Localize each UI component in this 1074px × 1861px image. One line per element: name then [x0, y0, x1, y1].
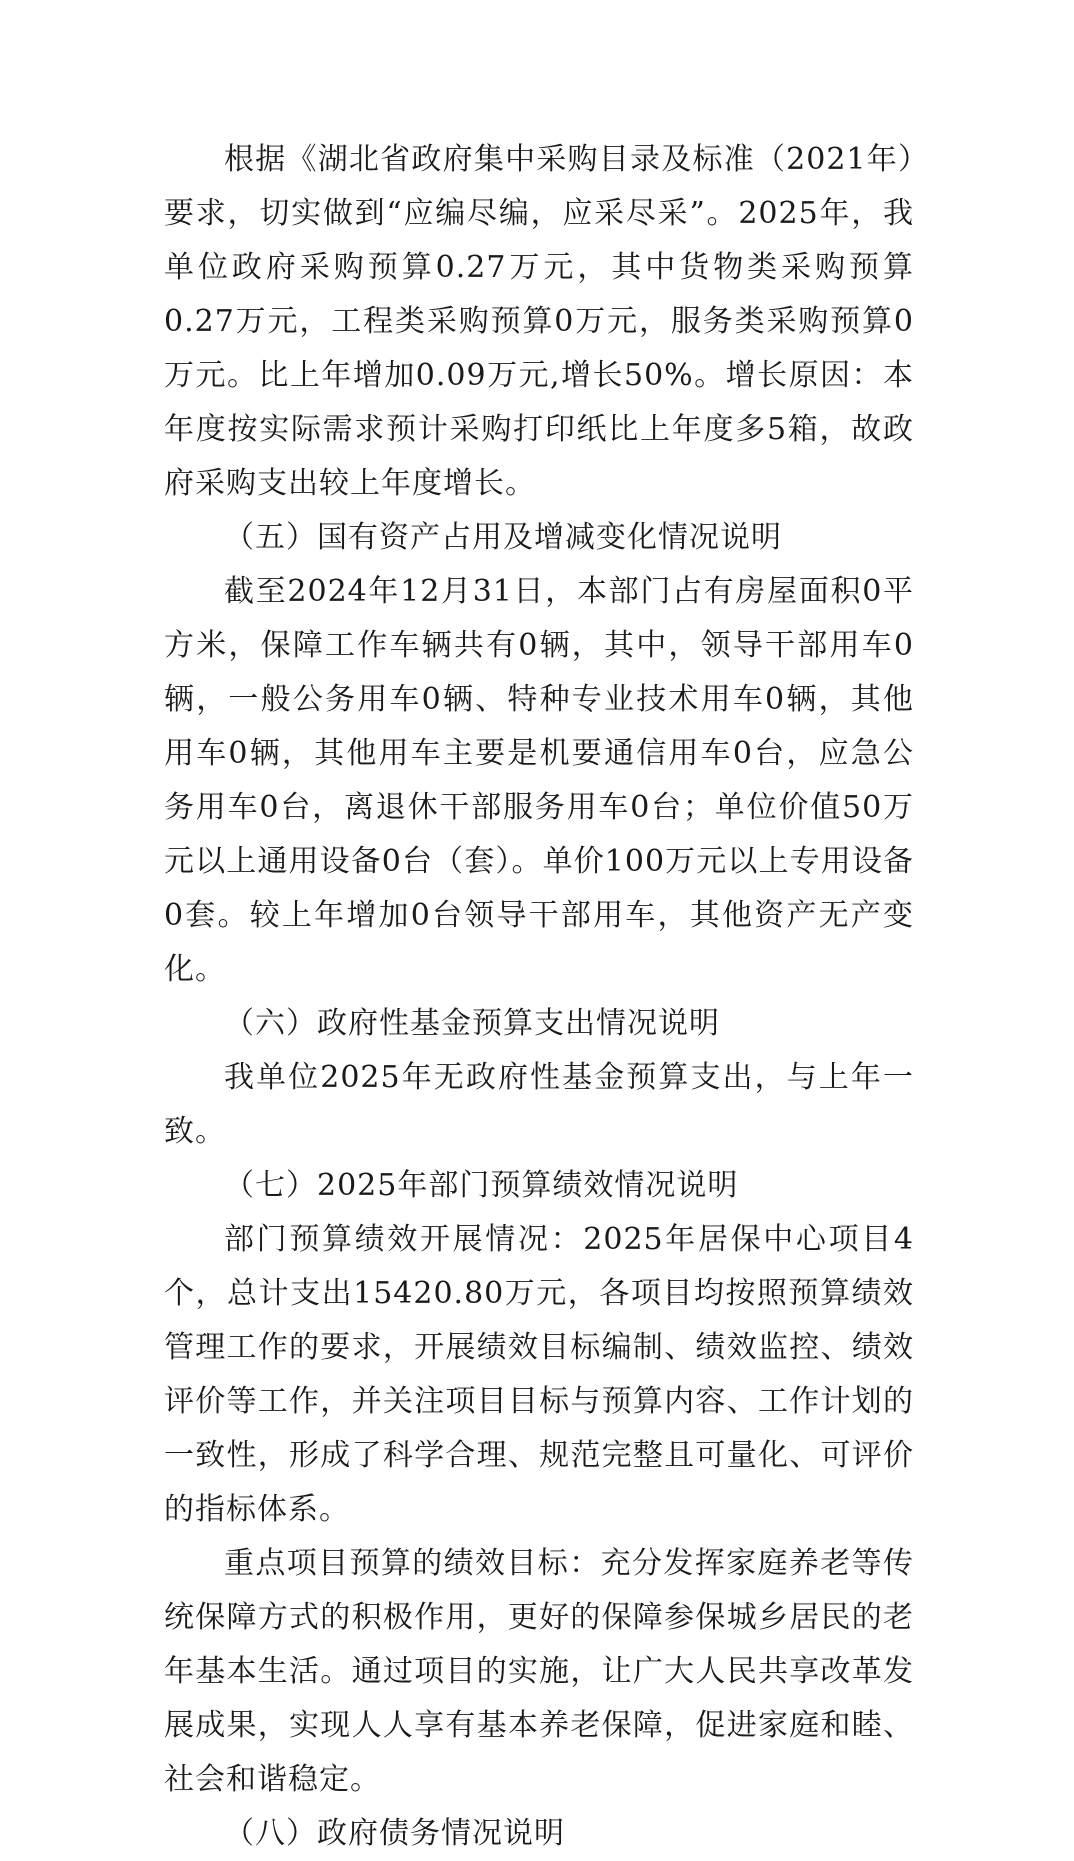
document-body	[164, 133, 914, 1861]
paragraph-performance-status: 部门预算绩效开展情况：2025年居保中心项目4个，总计支出15420.80万元，各项目均按照预算绩效管理工作的要求，开展绩效目标编制、绩效监控、绩效评价等工作，并关注项目目标与预算内容、工作计划的一致性，形成了科学合理、规范完整且可量化、可评价的指标体系。	[164, 1222, 914, 1527]
section-heading-performance: （七）2025年部门预算绩效情况说明	[224, 1168, 739, 1203]
paragraph-state-assets: 截至2024年12月31日，本部门占有房屋面积0平方米，保障工作车辆共有0辆，其中，领导干部用车0辆，一般公务用车0辆、特种专业技术用车0辆，其他用车0辆，其他用车主要是机要通信用车0台，应急公务用车0台，离退休干部服务用车0台；单位价值50万元以上通用设备0台（套）。单价100万元以上专用设备0套。较上年增加0台领导干部用车，其他资产无产变化。	[164, 574, 914, 987]
section-heading-government-debt: （八）政府债务情况说明	[224, 1816, 565, 1851]
section-heading-state-assets: （五）国有资产占用及增减变化情况说明	[224, 520, 782, 555]
paragraph-procurement: 根据《湖北省政府集中采购目录及标准（2021年）要求，切实做到“应编尽编，应采尽采”。2025年，我单位政府采购预算0.27万元，其中货物类采购预算0.27万元，工程类采购预算0万元，服务类采购预算0万元。比上年增加0.09万元,增长50%。增长原因：本年度按实际需求预计采购打印纸比上年度多5箱，故政府采购支出较上年度增长。	[164, 142, 914, 501]
paragraph-performance-goals: 重点项目预算的绩效目标：充分发挥家庭养老等传统保障方式的积极作用，更好的保障参保城乡居民的老年基本生活。通过项目的实施，让广大人民共享改革发展成果，实现人人享有基本养老保障，促进家庭和睦、社会和谐稳定。	[164, 1546, 914, 1797]
section-heading-government-fund: （六）政府性基金预算支出情况说明	[224, 1006, 720, 1041]
paragraph-government-fund: 我单位2025年无政府性基金预算支出，与上年一致。	[164, 1060, 914, 1149]
